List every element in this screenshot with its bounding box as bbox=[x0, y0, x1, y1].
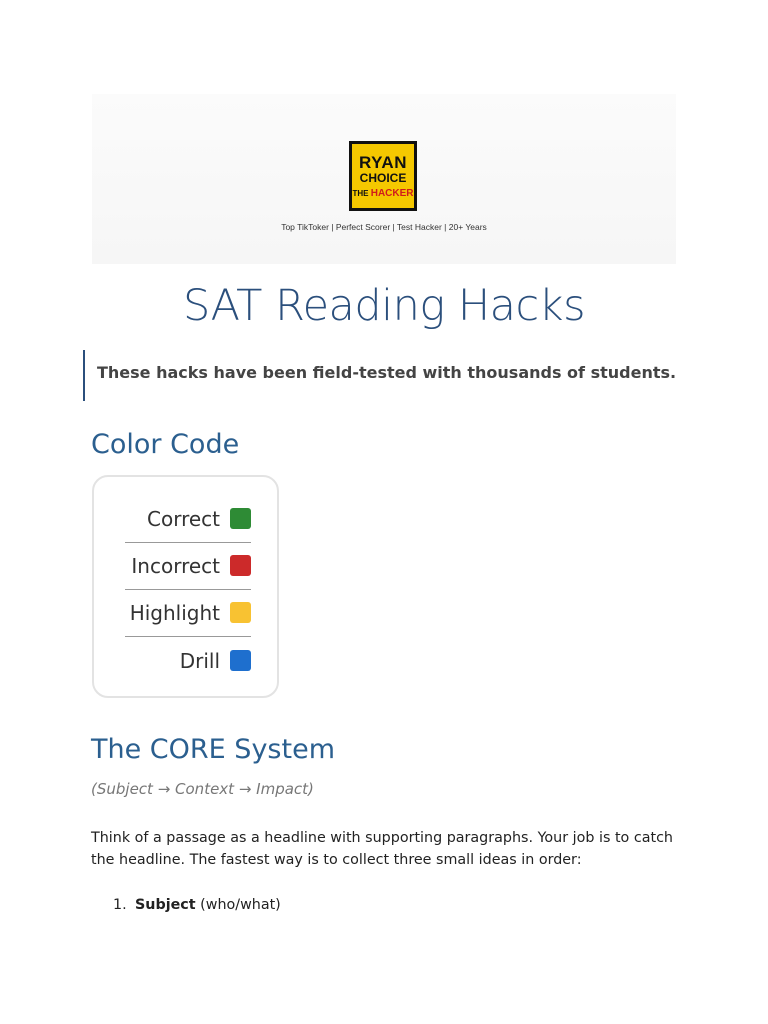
legend-label: Drill bbox=[179, 648, 220, 673]
legend-label: Highlight bbox=[129, 600, 220, 625]
core-system-heading: The CORE System bbox=[91, 734, 335, 765]
legend-row-incorrect bbox=[125, 542, 251, 590]
logo-hacker: HACKER bbox=[370, 187, 414, 199]
core-intro-paragraph: Think of a passage as a headline with supporting paragraphs. Your job is to catch the headline. The fastest way is to collect three small ideas in order: bbox=[91, 830, 673, 868]
ryan-choice-logo bbox=[349, 141, 417, 211]
green-swatch-icon bbox=[230, 508, 251, 529]
color-legend-card bbox=[92, 475, 279, 698]
logo-the: THE bbox=[352, 188, 369, 198]
logo-line-1: RYAN bbox=[359, 152, 407, 172]
list-item bbox=[113, 897, 281, 913]
list-number: 1. bbox=[113, 897, 127, 913]
banner-tagline: Top TikToker | Perfect Scorer | Test Hacker | 20+ Years bbox=[281, 222, 487, 232]
blue-swatch-icon bbox=[230, 650, 251, 671]
core-system-subtitle: (Subject → Context → Impact) bbox=[91, 780, 314, 798]
legend-label: Correct bbox=[147, 506, 220, 531]
list-detail: (who/what) bbox=[195, 897, 281, 913]
page-title: SAT Reading Hacks bbox=[183, 281, 585, 331]
legend-label: Incorrect bbox=[131, 553, 220, 578]
logo-line-2: CHOICE bbox=[359, 170, 407, 185]
callout-bar bbox=[83, 350, 85, 401]
legend-row-correct bbox=[125, 495, 251, 543]
callout-text: These hacks have been field-tested with thousands of students. bbox=[97, 363, 677, 382]
legend-row-drill bbox=[125, 637, 251, 684]
red-swatch-icon bbox=[230, 555, 251, 576]
legend-row-highlight bbox=[125, 589, 251, 637]
list-term: Subject bbox=[135, 897, 196, 913]
color-code-heading: Color Code bbox=[91, 429, 240, 460]
yellow-swatch-icon bbox=[230, 602, 251, 623]
logo-line-3 bbox=[352, 189, 413, 199]
